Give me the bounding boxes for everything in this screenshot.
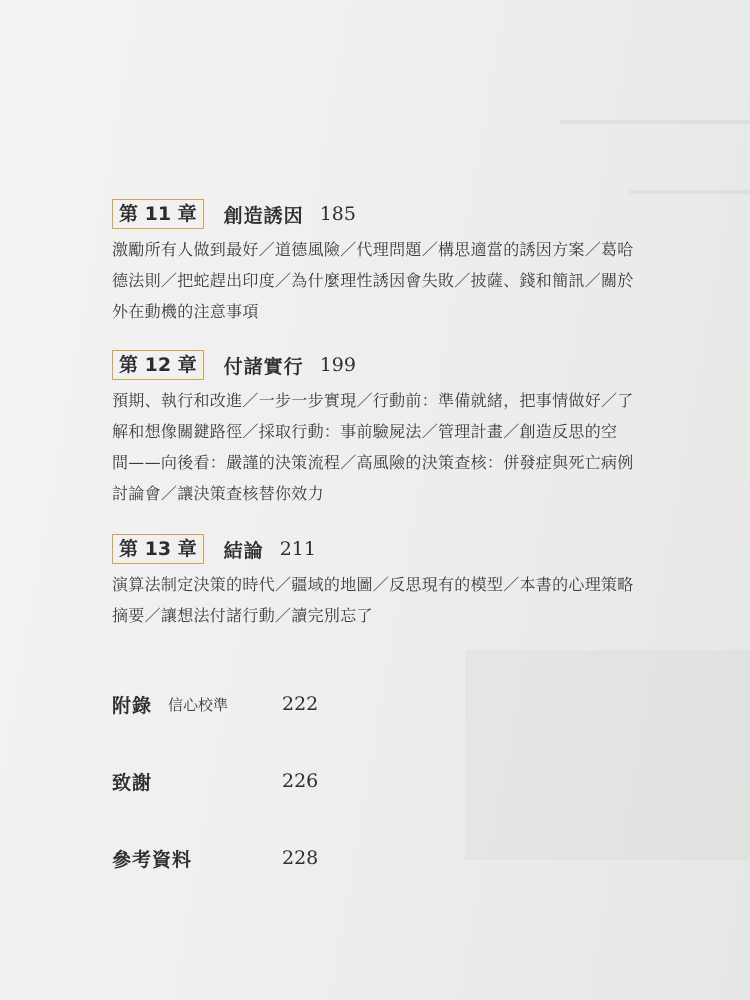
section-list-line: 摘要／讓想法付諸行動／讀完別忘了	[112, 606, 373, 625]
show-through-mark	[630, 190, 750, 194]
chapter-heading	[112, 198, 672, 230]
show-through-mark	[560, 120, 750, 124]
chapter-number-box: 第 13 章	[112, 534, 204, 564]
chapter-heading	[112, 533, 672, 565]
chapter-title: 結論	[223, 539, 264, 562]
backmatter-title: 致謝	[112, 771, 153, 794]
chapter-number-box: 第 11 章	[112, 199, 204, 229]
backmatter-subtitle: 信心校準	[168, 695, 229, 714]
backmatter-page-number: 228	[282, 847, 319, 869]
chapter-section-list	[112, 385, 672, 509]
show-through-block	[465, 650, 750, 860]
section-list-line: 解和想像關鍵路徑／採取行動：事前驗屍法／管理計畫／創造反思的空	[112, 422, 618, 441]
chapter-page-number: 211	[279, 538, 316, 560]
backmatter-page-number: 222	[282, 693, 319, 715]
chapter-entry-13	[112, 533, 672, 631]
backmatter-entry-acknowledgments	[112, 766, 319, 796]
backmatter-title: 參考資料	[112, 848, 193, 871]
section-list-line: 間——向後看：嚴謹的決策流程／高風險的決策查核：併發症與死亡病例	[112, 453, 634, 472]
backmatter-entry-references	[112, 843, 319, 873]
chapter-title: 付諸實行	[223, 355, 304, 378]
chapter-number-box: 第 12 章	[112, 350, 204, 380]
section-list-line: 激勵所有人做到最好／道德風險／代理問題／構思適當的誘因方案／葛哈	[112, 240, 634, 259]
chapter-heading	[112, 349, 672, 381]
chapter-title: 創造誘因	[223, 204, 304, 227]
backmatter-entry-appendix	[112, 689, 319, 719]
chapter-section-list	[112, 569, 672, 631]
chapter-entry-12	[112, 349, 672, 509]
backmatter-page-number: 226	[282, 770, 319, 792]
section-list-line: 德法則／把蛇趕出印度／為什麼理性誘因會失敗／披薩、錢和簡訊／關於	[112, 271, 634, 290]
chapter-page-number: 185	[319, 203, 356, 225]
section-list-line: 演算法制定決策的時代／疆域的地圖／反思現有的模型／本書的心理策略	[112, 575, 634, 594]
chapter-section-list	[112, 234, 672, 327]
chapter-entry-11	[112, 198, 672, 327]
chapter-page-number: 199	[319, 354, 356, 376]
section-list-line: 預期、執行和改進／一步一步實現／行動前：準備就緒，把事情做好／了	[112, 391, 634, 410]
backmatter-title: 附錄	[112, 694, 153, 717]
section-list-line: 討論會／讓決策查核替你效力	[112, 484, 324, 503]
section-list-line: 外在動機的注意事項	[112, 302, 259, 321]
